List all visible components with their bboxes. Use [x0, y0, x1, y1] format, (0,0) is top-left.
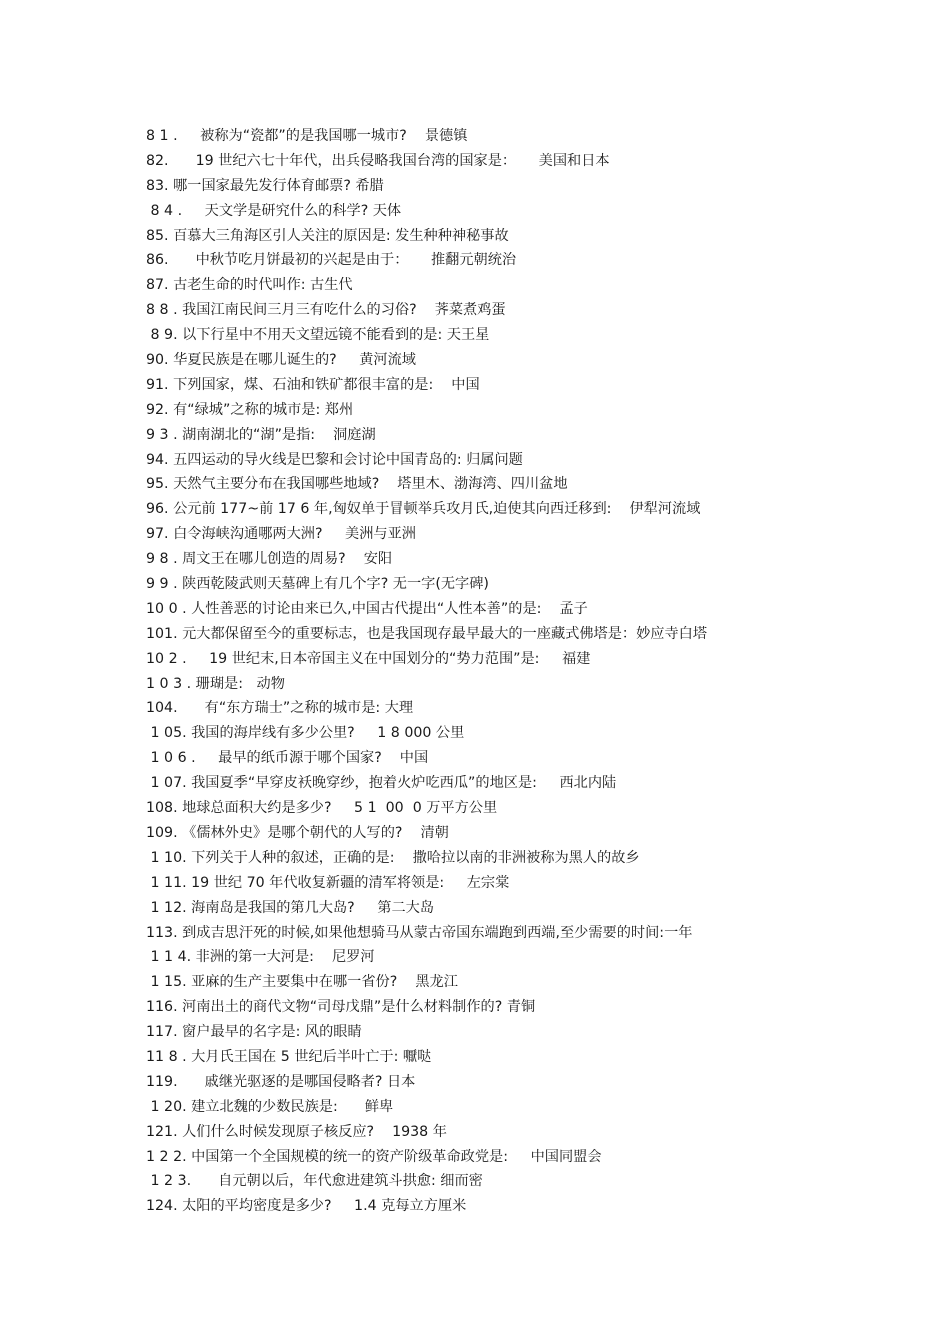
question-line: 1 0 3 . 珊瑚是: 动物 [146, 675, 285, 692]
question-line: 1 15. 亚麻的生产主要集中在哪一省份? 黑龙江 [146, 974, 458, 991]
question-line: 91. 下列国家，煤、石油和铁矿都很丰富的是: 中国 [146, 376, 480, 393]
question-line: 94. 五四运动的导火线是巴黎和会讨论中国青岛的: 归属问题 [146, 451, 523, 468]
question-line: 95. 天然气主要分布在我国哪些地域? 塔里木、渤海湾、四川盆地 [146, 476, 568, 493]
question-line: 82. 19 世纪六七十年代，出兵侵略我国台湾的国家是： 美国和日本 [146, 152, 610, 169]
question-line: 119. 戚继光驱逐的是哪国侵略者? 日本 [146, 1073, 416, 1090]
question-line: 1 2 2. 中国第一个全国规模的统一的资产阶级革命政党是: 中国同盟会 [146, 1148, 602, 1165]
question-line: 86. 中秋节吃月饼最初的兴起是由于： 推翻元朝统治 [146, 252, 517, 269]
question-line: 9 9 . 陕西乾陵武则天墓碑上有几个字? 无一字(无字碑) [146, 576, 489, 593]
question-line: 92. 有“绿城”之称的城市是: 郑州 [146, 401, 354, 418]
question-line: 96. 公元前 177~前 17 6 年,匈奴单于冒顿举兵攻月氏,迫使其向西迁移到: 伊犁河流域 [146, 501, 701, 518]
question-line: 117. 窗户最早的名字是: 风的眼睛 [146, 1024, 362, 1041]
question-line: 8 1 . 被称为“瓷都”的是我国哪一城市? 景德镇 [146, 128, 468, 144]
question-line: 113. 到成吉思汗死的时候,如果他想骑马从蒙古帝国东端跑到西端,至少需要的时间:一年 [146, 924, 693, 941]
question-line: 108. 地球总面积大约是多少? 5 1 00 0 万平方公里 [146, 800, 498, 817]
question-line: 11 8 . 大月氏王国在 5 世纪后半叶亡于: 嚈哒 [146, 1048, 432, 1065]
question-line: 1 12. 海南岛是我国的第几大岛? 第二大岛 [146, 899, 435, 916]
question-line: 97. 白令海峡沟通哪两大洲? 美洲与亚洲 [146, 526, 416, 543]
question-line: 10 2 . 19 世纪末,日本帝国主义在中国划分的“势力范围”是: 福建 [146, 650, 591, 667]
question-line: 104. 有“东方瑞士”之称的城市是: 大理 [146, 700, 414, 717]
question-line: 8 8 . 我国江南民间三月三有吃什么的习俗? 荠菜煮鸡蛋 [146, 302, 506, 319]
question-list [146, 124, 906, 1219]
question-line: 121. 人们什么时候发现原子核反应? 1938 年 [146, 1123, 447, 1140]
question-line: 10 0 . 人性善恶的讨论由来已久,中国古代提出“人性本善”的是: 孟子 [146, 600, 588, 617]
question-line: 8 4 . 天文学是研究什么的科学? 天体 [146, 202, 402, 219]
question-line: 1 0 6 . 最早的纸币源于哪个国家? 中国 [146, 750, 429, 767]
question-line: 9 8 . 周文王在哪儿创造的周易? 安阳 [146, 551, 393, 568]
question-line: 109. 《儒林外史》是哪个朝代的人写的? 清朝 [146, 824, 449, 841]
question-line: 101. 元大都保留至今的重要标志，也是我国现存最早最大的一座藏式佛塔是：妙应寺白塔 [146, 625, 708, 642]
question-line: 8 9. 以下行星中不用天文望远镜不能看到的是: 天王星 [146, 327, 490, 344]
question-line: 1 20. 建立北魏的少数民族是: 鲜卑 [146, 1098, 394, 1115]
question-line: 1 2 3. 自元朝以后，年代愈进建筑斗拱愈: 细而密 [146, 1173, 483, 1190]
question-line: 1 10. 下列关于人种的叙述，正确的是: 撒哈拉以南的非洲被称为黑人的故乡 [146, 849, 640, 866]
question-line: 83. 哪一国家最先发行体育邮票? 希腊 [146, 177, 384, 194]
question-line: 116. 河南出土的商代文物“司母戊鼎”是什么材料制作的? 青铜 [146, 999, 536, 1016]
question-line: 87. 古老生命的时代叫作: 古生代 [146, 277, 353, 294]
question-line: 1 07. 我国夏季“早穿皮袄晚穿纱，抱着火炉吃西瓜”的地区是: 西北内陆 [146, 775, 617, 792]
question-line: 124. 太阳的平均密度是多少? 1.4 克每立方厘米 [146, 1198, 467, 1215]
question-line: 1 05. 我国的海岸线有多少公里? 1 8 000 公里 [146, 725, 465, 742]
question-line: 1 1 4. 非洲的第一大河是: 尼罗河 [146, 949, 375, 966]
question-line: 90. 华夏民族是在哪儿诞生的? 黄河流域 [146, 352, 416, 369]
question-line: 9 3 . 湖南湖北的“湖”是指: 洞庭湖 [146, 426, 376, 443]
question-line: 85. 百慕大三角海区引人关注的原因是: 发生种种神秘事故 [146, 227, 509, 244]
question-line: 1 11. 19 世纪 70 年代收复新疆的清军将领是: 左宗棠 [146, 874, 510, 891]
